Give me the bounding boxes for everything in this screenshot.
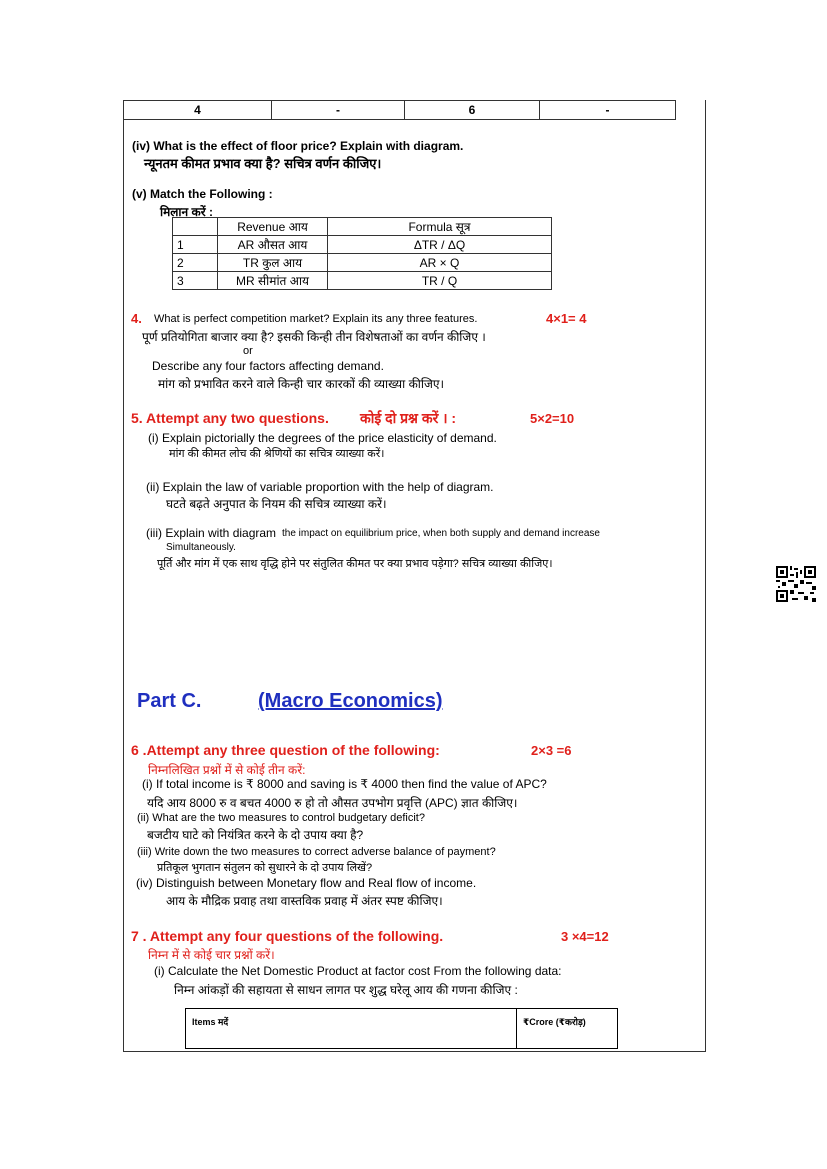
- question-6-ii-hi: बजटीय घाटे को नियंत्रित करने के दो उपाय क्या है?: [147, 828, 364, 842]
- match-row-formula: TR / Q: [328, 272, 552, 290]
- question-5-marks: 5×2=10: [530, 411, 575, 426]
- part-c-subtitle: (Macro Economics): [258, 690, 443, 712]
- question-7-i-en: (i) Calculate the Net Domestic Product at factor cost From the following data:: [154, 964, 562, 978]
- match-row-revenue: MR सीमांत आय: [218, 272, 328, 290]
- question-5-ii-hi: घटते बढ़ते अनुपात के नियम की सचित्र व्याख्या करें।: [166, 497, 387, 511]
- question-4-number: 4.: [131, 311, 142, 326]
- question-5-iii-en-b: the impact on equilibrium price, when both supply and demand increase: [282, 528, 600, 539]
- table-cell: 6: [405, 101, 540, 120]
- question-6-i-en: (i) If total income is ₹ 8000 and saving is ₹ 4000 then find the value of APC?: [142, 777, 547, 791]
- question-7-title: 7 . Attempt any four questions of the following.: [131, 928, 444, 944]
- question-6-hi: निम्नलिखित प्रश्नों में से कोई तीन करें:: [148, 763, 306, 777]
- items-table: [185, 1008, 618, 1049]
- match-row-num: 2: [173, 254, 218, 272]
- match-header-formula: Formula सूत्र: [328, 218, 552, 236]
- question-5-iii-hi: पूर्ति और मांग में एक साथ वृद्धि होने पर संतुलित कीमत पर क्या प्रभाव पड़ेगा? सचित्र व्याख्या कीजिए।: [157, 558, 553, 570]
- match-table: [172, 217, 552, 290]
- question-4-alt-hi: मांग को प्रभावित करने वाले किन्ही चार कारकों की व्याख्या कीजिए।: [158, 377, 445, 391]
- question-6-iii-en: (iii) Write down the two measures to correct adverse balance of payment?: [137, 846, 496, 858]
- question-4-en: What is perfect competition market? Explain its any three features.: [154, 313, 478, 325]
- question-4-or: or: [243, 345, 253, 357]
- match-row-num: 1: [173, 236, 218, 254]
- question-5-i-hi: मांग की कीमत लोच की श्रेणियों का सचित्र व्याख्या करें।: [169, 448, 385, 460]
- question-5-iii-en-c: Simultaneously.: [166, 542, 236, 553]
- match-row-revenue: TR कुल आय: [218, 254, 328, 272]
- question-7-marks: 3 ×4=12: [561, 929, 609, 944]
- question-v-hi: मिलान करें :: [160, 205, 213, 219]
- question-6-iii-hi: प्रतिकूल भुगतान संतुलन को सुधारने के दो उपाय लिखें?: [157, 862, 373, 874]
- question-5-title: 5. Attempt any two questions.: [131, 410, 329, 426]
- question-6-title: 6 .Attempt any three question of the following:: [131, 742, 440, 758]
- items-header: Items मदें: [186, 1009, 517, 1049]
- question-5-ii-en: (ii) Explain the law of variable proportion with the help of diagram.: [146, 480, 494, 494]
- match-header-revenue: Revenue आय: [218, 218, 328, 236]
- question-5-iii-en-a: (iii) Explain with diagram: [146, 526, 277, 540]
- question-6-iv-en: (iv) Distinguish between Monetary flow and Real flow of income.: [136, 876, 477, 890]
- question-4-alt-en: Describe any four factors affecting demand.: [152, 359, 384, 373]
- question-iv-hi: न्यूनतम कीमत प्रभाव क्या है? सचित्र वर्णन कीजिए।: [144, 156, 382, 171]
- question-6-ii-en: (ii) What are the two measures to control budgetary deficit?: [137, 812, 425, 824]
- table-cell: 4: [124, 101, 272, 120]
- previous-table-row: [123, 100, 676, 120]
- question-iv-en: (iv) What is the effect of floor price? Explain with diagram.: [132, 139, 464, 153]
- question-7-hi: निम्न में से कोई चार प्रश्नों करें।: [148, 948, 275, 962]
- match-row-revenue: AR औसत आय: [218, 236, 328, 254]
- question-6-iv-hi: आय के मौद्रिक प्रवाह तथा वास्तविक प्रवाह में अंतर स्पष्ट कीजिए।: [166, 894, 443, 908]
- match-row-formula: AR × Q: [328, 254, 552, 272]
- question-v-en: (v) Match the Following :: [132, 187, 273, 201]
- match-row-num: 3: [173, 272, 218, 290]
- question-7-i-hi: निम्न आंकड़ों की सहायता से साधन लागत पर शुद्ध घरेलू आय की गणना कीजिए :: [174, 983, 518, 997]
- question-4-marks: 4×1= 4: [546, 311, 587, 326]
- match-row-formula: ΔTR / ΔQ: [328, 236, 552, 254]
- part-c-label: Part C.: [137, 690, 202, 712]
- question-6-marks: 2×3 =6: [531, 743, 572, 758]
- question-5-title-hi: कोई दो प्रश्न करें । :: [360, 410, 457, 426]
- question-4-hi: पूर्ण प्रतियोगिता बाजार क्या है? इसकी किन्ही तीन विशेषताओं का वर्णन कीजिए ।: [142, 330, 486, 344]
- table-cell: -: [272, 101, 405, 120]
- question-5-i-en: (i) Explain pictorially the degrees of the price elasticity of demand.: [148, 431, 497, 445]
- table-cell: -: [540, 101, 676, 120]
- question-6-i-hi: यदि आय 8000 रु व बचत 4000 रु हो तो औसत उपभोग प्रवृत्ति (APC) ज्ञात कीजिए।: [147, 796, 518, 810]
- qr-code-icon: [776, 566, 816, 602]
- crore-header: ₹Crore (₹करोड़): [517, 1009, 618, 1049]
